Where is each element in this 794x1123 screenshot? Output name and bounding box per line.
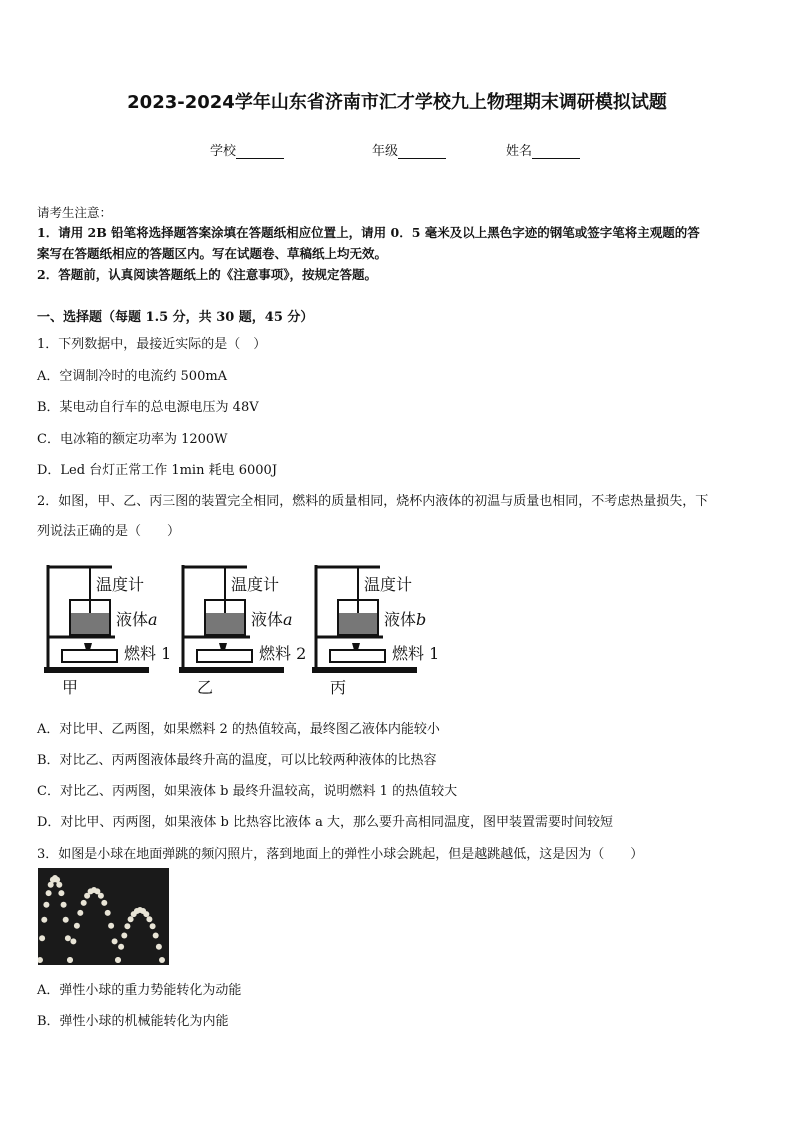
ball-image <box>41 917 47 923</box>
notice-item-2: 2．答题前，认真阅读答题纸上的《注意事项》，按规定答题。 <box>37 267 377 282</box>
grade-blank <box>398 145 446 159</box>
liquid-label: 液体a <box>116 610 158 629</box>
q2-stem-line-1: 2．如图，甲、乙、丙三图的装置完全相同，燃料的质量相同，烧杯内液体的初温与质量也相同，不考虑热量损失，下 <box>37 494 709 509</box>
ball-image <box>159 957 165 963</box>
q2-option-c: C．对比乙、丙两图，如果液体 b 最终升温较高，说明燃料 1 的热值较大 <box>37 784 458 799</box>
ball-image <box>143 911 149 917</box>
school-label: 学校 <box>210 144 237 159</box>
liquid-label: 液体a <box>251 610 293 629</box>
ball-image <box>43 902 49 908</box>
ball-image <box>58 890 64 896</box>
ball-image <box>81 900 87 906</box>
ball-image <box>121 933 127 939</box>
apparatus-panel-yi <box>179 565 306 697</box>
q2-option-a: A．对比甲、乙两图，如果燃料 2 的热值较高，最终图乙液体内能较小 <box>37 722 440 737</box>
ball-image <box>150 923 156 929</box>
q2-option-d: D．对比甲、丙两图，如果液体 b 比热容比液体 a 大，那么要升高相同温度，图甲装置需要时间较短 <box>37 815 614 830</box>
ball-image <box>67 957 73 963</box>
ball-image <box>124 923 130 929</box>
liquid-label: 液体b <box>384 610 427 629</box>
grade-field <box>372 140 446 159</box>
ball-image <box>146 916 152 922</box>
ball-image <box>105 910 111 916</box>
notice-heading: 请考生注意： <box>37 205 113 220</box>
name-blank <box>532 145 580 159</box>
q3-option-a: A．弹性小球的重力势能转化为动能 <box>37 983 242 998</box>
name-label: 姓名 <box>506 144 533 159</box>
bouncing-ball-photo <box>38 868 169 965</box>
ball-image <box>77 910 83 916</box>
q2-stem-line-2: 列说法正确的是（ ） <box>37 524 181 539</box>
q2-option-b: B．对比乙、丙两图液体最终升高的温度，可以比较两种液体的比热容 <box>37 753 437 768</box>
ball-image <box>153 933 159 939</box>
ball-image <box>39 935 45 941</box>
q1-option-b: B．某电动自行车的总电源电压为 48V <box>37 400 259 415</box>
ball-image <box>156 944 162 950</box>
ball-image <box>56 882 62 888</box>
panel-caption: 甲 <box>62 678 79 697</box>
q1-option-a: A．空调制冷时的电流约 500mA <box>37 369 228 384</box>
ball-image <box>98 893 104 899</box>
panel-caption: 丙 <box>330 678 347 697</box>
ball-image <box>63 917 69 923</box>
section-heading: 一、选择题（每题 1.5 分，共 30 题，45 分） <box>37 310 314 325</box>
notice-item-1-line-2: 案写在答题纸相应的答题区内。写在试题卷、草稿纸上均无效。 <box>37 246 388 261</box>
q1-option-d: D．Led 台灯正常工作 1min 耗电 6000J <box>37 463 278 478</box>
ball-image <box>61 902 67 908</box>
ball-image <box>128 916 134 922</box>
ball-image <box>101 900 107 906</box>
apparatus-panel-bing <box>312 565 439 697</box>
ball-image <box>108 923 114 929</box>
ball-image <box>112 938 118 944</box>
grade-label: 年级 <box>372 144 399 159</box>
thermometer-label: 温度计 <box>231 575 280 594</box>
school-blank <box>236 145 284 159</box>
q3-option-b: B．弹性小球的机械能转化为内能 <box>37 1014 229 1029</box>
fuel-label: 燃料 2 <box>259 644 307 663</box>
q1-option-c: C．电冰箱的额定功率为 1200W <box>37 432 228 447</box>
ball-image <box>74 923 80 929</box>
heating-apparatus-figure <box>40 555 440 700</box>
ball-image <box>46 890 52 896</box>
school-field <box>210 140 284 159</box>
ball-image <box>70 938 76 944</box>
thermometer-label: 温度计 <box>96 575 145 594</box>
apparatus-panel-jia <box>44 565 171 697</box>
ball-image <box>115 957 121 963</box>
name-field <box>506 140 580 159</box>
exam-title: 2023-2024学年山东省济南市汇才学校九上物理期末调研模拟试题 <box>127 92 667 113</box>
thermometer-label: 温度计 <box>364 575 413 594</box>
notice-item-1-line-1: 1．请用 2B 铅笔将选择题答案涂填在答题纸相应位置上，请用 0．5 毫米及以上黑色字迹的钢笔或签字笔将主观题的答 <box>37 225 700 240</box>
fuel-label: 燃料 1 <box>392 644 440 663</box>
fuel-label: 燃料 1 <box>124 644 172 663</box>
ball-image <box>118 944 124 950</box>
q1-stem: 1．下列数据中，最接近实际的是（ ） <box>37 337 267 352</box>
q3-stem: 3．如图是小球在地面弹跳的频闪照片，落到地面上的弹性小球会跳起，但是越跳越低，这是因为（ ） <box>37 847 644 862</box>
ball-image <box>65 935 71 941</box>
panel-caption: 乙 <box>197 678 214 697</box>
